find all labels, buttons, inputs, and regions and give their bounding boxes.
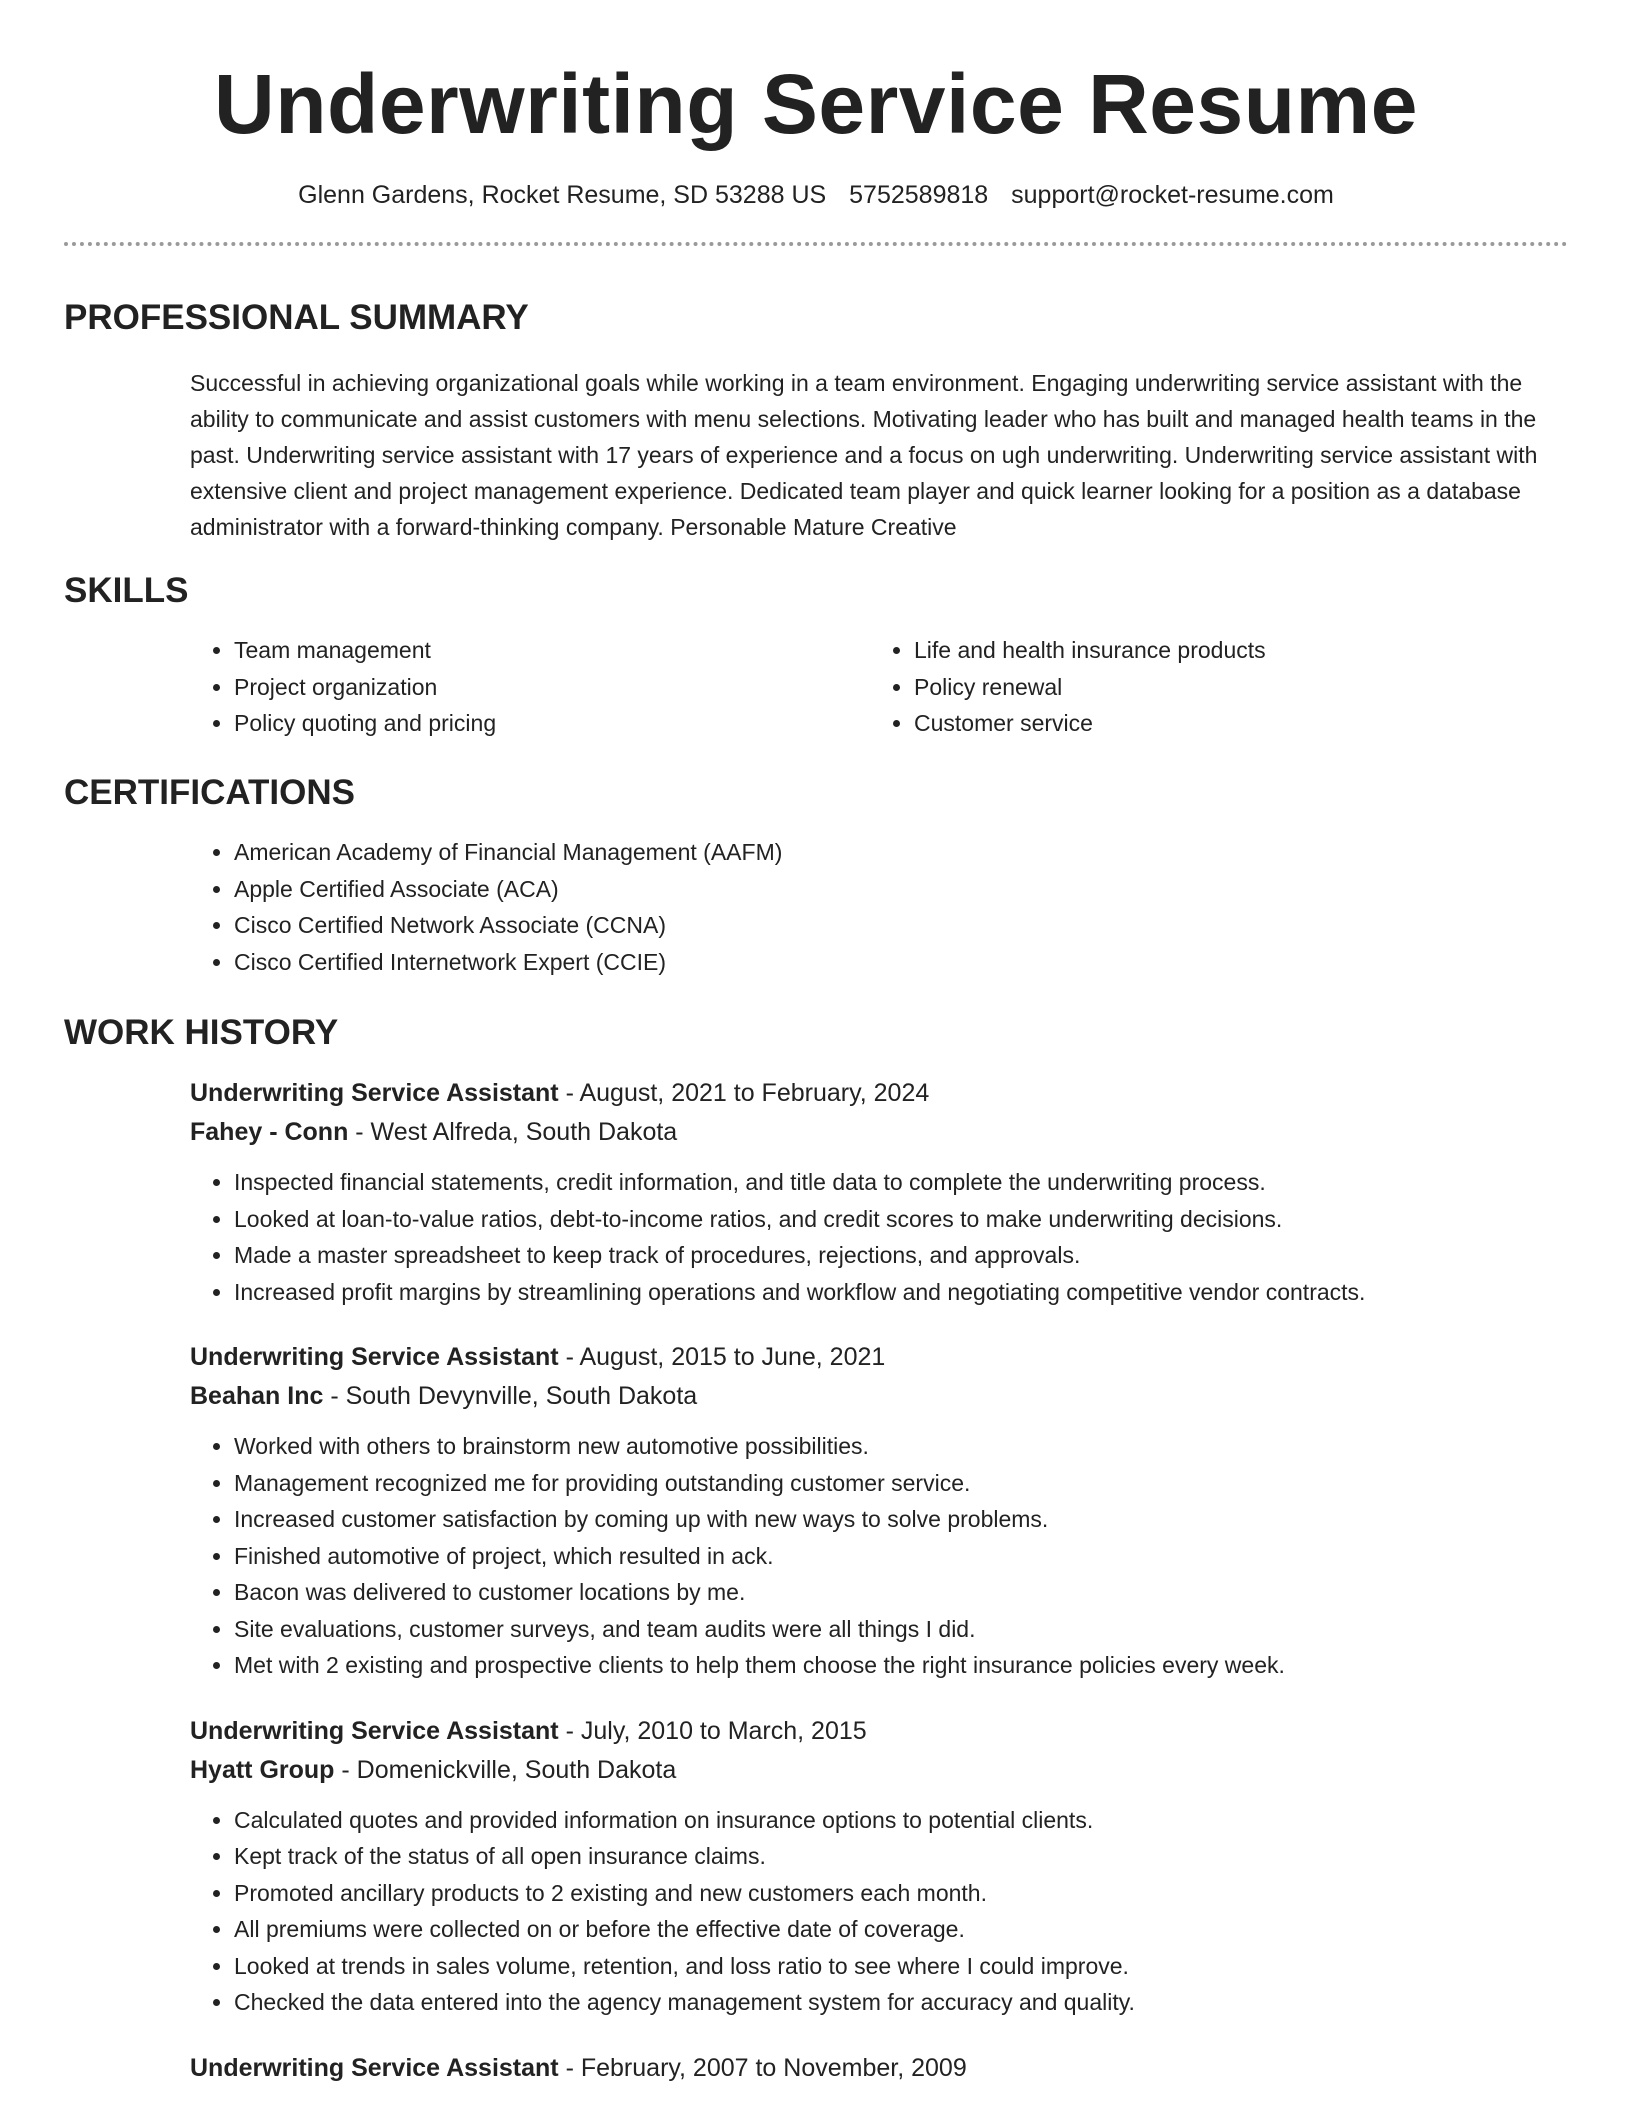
job-bullet: • Calculated quotes and provided information on insurance options to potential clients. [234, 1802, 1568, 1839]
job-bullet: • Kept track of the status of all open insurance claims. [234, 1838, 1568, 1875]
summary-heading: PROFESSIONAL SUMMARY [64, 298, 529, 337]
job-bullet: • Increased profit margins by streamlining operations and workflow and negotiating competitive vendor contracts. [234, 1274, 1568, 1311]
job-title-line [190, 1712, 1568, 1751]
skill-item: • Life and health insurance products [914, 632, 1550, 669]
work-history-section [64, 1012, 1568, 2088]
skills-heading: SKILLS [64, 571, 189, 610]
skill-item: • Policy quoting and pricing [234, 705, 870, 742]
job-title-line [190, 2049, 1568, 2088]
work-history-heading: WORK HISTORY [64, 1013, 339, 1052]
job-title-line [190, 1338, 1568, 1377]
job-bullet: • Looked at trends in sales volume, retention, and loss ratio to see where I could improve. [234, 1948, 1568, 1985]
skills-column-right [870, 632, 1550, 742]
job-bullet: • Finished automotive of project, which resulted in ack. [234, 1538, 1568, 1575]
job-company: Beahan Inc [190, 1382, 324, 1410]
job-dates: - July, 2010 to March, 2015 [558, 1716, 867, 1745]
job-title-line [190, 1074, 1568, 1113]
job-bullet: • Site evaluations, customer surveys, and team audits were all things I did. [234, 1611, 1568, 1648]
job-company-line [190, 1113, 1568, 1152]
job-title: Underwriting Service Assistant [190, 2053, 559, 2082]
job-bullet: • Management recognized me for providing outstanding customer service. [234, 1465, 1568, 1502]
skill-item: • Customer service [914, 705, 1550, 742]
job-entry [190, 2049, 1568, 2088]
contact-email: support@rocket-resume.com [1011, 181, 1334, 210]
job-bullet: • Checked the data entered into the agency management system for accuracy and quality. [234, 1984, 1568, 2021]
certifications-list [190, 834, 1568, 980]
contact-address: Glenn Gardens, Rocket Resume, SD 53288 US [298, 181, 827, 210]
job-bullet: • Looked at loan-to-value ratios, debt-to-income ratios, and credit scores to make underwriting decisions. [234, 1201, 1568, 1238]
skill-item: • Project organization [234, 669, 870, 706]
job-company: Hyatt Group [190, 1755, 335, 1784]
summary-section [64, 297, 1568, 545]
certification-item: • Cisco Certified Network Associate (CCNA) [234, 907, 1568, 944]
header-divider [64, 242, 1568, 246]
job-bullet: • Inspected financial statements, credit information, and title data to complete the underwriting process. [234, 1164, 1568, 1201]
job-dates: - February, 2007 to November, 2009 [558, 2053, 967, 2082]
certification-item: • Cisco Certified Internetwork Expert (CCIE) [234, 944, 1568, 981]
certifications-heading: CERTIFICATIONS [64, 773, 356, 812]
skill-item: • Team management [234, 632, 870, 669]
job-bullet: • Increased customer satisfaction by coming up with new ways to solve problems. [234, 1501, 1568, 1538]
job-title: Underwriting Service Assistant [190, 1079, 559, 1107]
job-location: - Domenickville, South Dakota [334, 1755, 677, 1784]
job-company-line [190, 1751, 1568, 1790]
job-bullet: • Made a master spreadsheet to keep track of procedures, rejections, and approvals. [234, 1237, 1568, 1274]
job-bullet: • Worked with others to brainstorm new automotive possibilities. [234, 1428, 1568, 1465]
job-company: Fahey - Conn [190, 1118, 349, 1146]
job-bullet: • Bacon was delivered to customer locations by me. [234, 1574, 1568, 1611]
summary-text: Successful in achieving organizational goals while working in a team environment. Engaging underwriting service assistant with the ability to communicate and assist customers with menu selections. Motivating leader who has built and managed health teams in the past. Underwriting service assistant with 17 years of experience and a focus on ugh underwriting. Underwriting service assistant with extensive client and project management experience. Dedicated team player and quick learner looking for a position as a database administrator with a forward-thinking company. Personable Mature Creative [190, 370, 1538, 540]
job-location: - West Alfreda, South Dakota [348, 1118, 678, 1146]
job-entry [190, 1074, 1568, 1310]
certification-item: • Apple Certified Associate (ACA) [234, 871, 1568, 908]
job-location: - South Devynville, South Dakota [323, 1382, 698, 1410]
job-dates: - August, 2015 to June, 2021 [558, 1343, 886, 1371]
certifications-section [64, 772, 1568, 980]
job-dates: - August, 2021 to February, 2024 [558, 1079, 930, 1107]
job-title: Underwriting Service Assistant [190, 1343, 559, 1371]
job-title: Underwriting Service Assistant [190, 1716, 559, 1745]
resume-page [64, 0, 1568, 2082]
skills-column-left [190, 632, 870, 742]
contact-line [64, 180, 1568, 210]
skill-item: • Policy renewal [914, 669, 1550, 706]
contact-phone: 5752589818 [849, 181, 989, 210]
job-bullet: • All premiums were collected on or before the effective date of coverage. [234, 1911, 1568, 1948]
skills-columns [190, 632, 1568, 742]
skills-section [64, 570, 1568, 742]
job-bullet: • Met with 2 existing and prospective clients to help them choose the right insurance policies every week. [234, 1647, 1568, 1684]
job-company-line [190, 1377, 1568, 1416]
job-entry [190, 1712, 1568, 2021]
job-entry [190, 1338, 1568, 1684]
certification-item: • American Academy of Financial Management (AAFM) [234, 834, 1568, 871]
page-title: Underwriting Service Resume [214, 57, 1418, 151]
job-bullet: • Promoted ancillary products to 2 existing and new customers each month. [234, 1875, 1568, 1912]
